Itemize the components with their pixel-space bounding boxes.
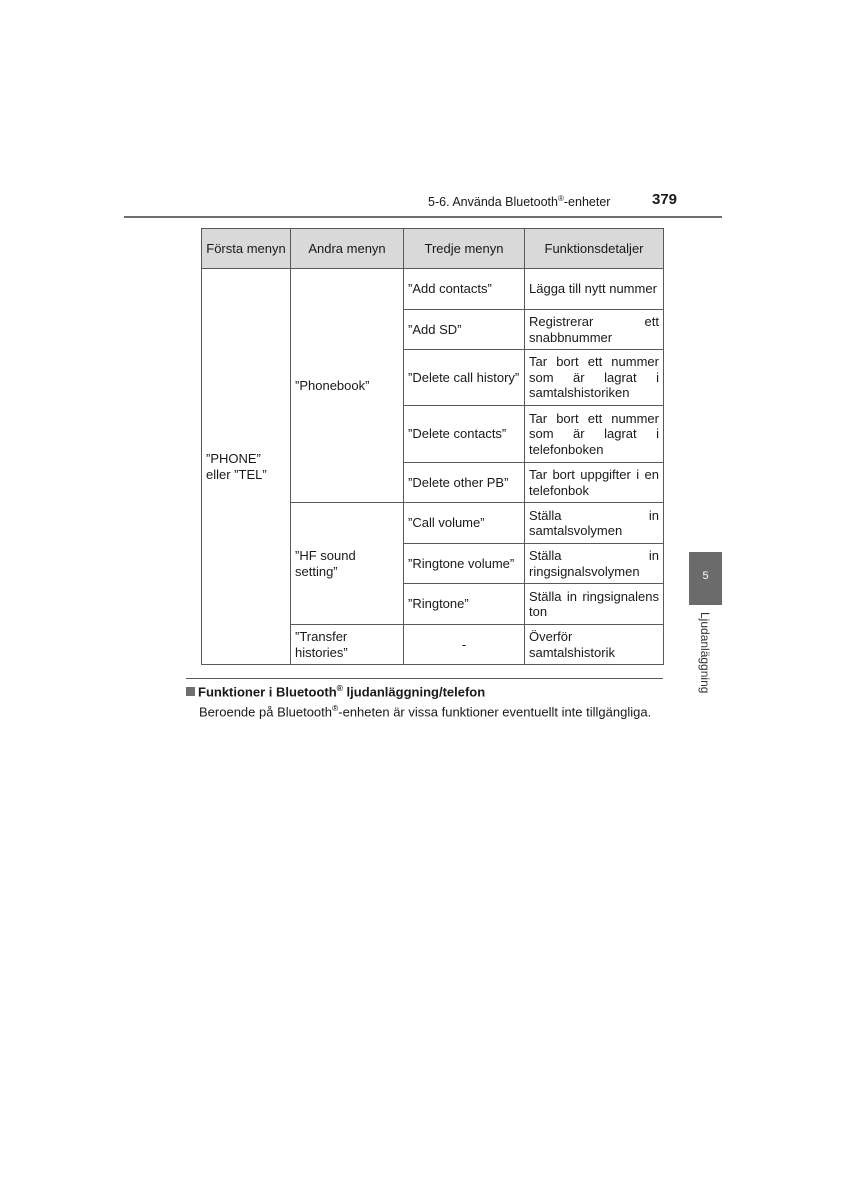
third-menu-cell: ”Delete call history” [404,350,525,406]
section-body-suffix: -enheten är vissa funktioner eventuellt inte tillgängliga. [338,704,652,720]
registered-mark: ® [336,683,343,693]
detail-cell: Tar bort ett nummer som är lagrat i telefonboken [525,406,664,463]
header-divider [124,216,722,218]
page-number: 379 [652,191,678,208]
header-function-details: Funktionsdetaljer [525,229,664,269]
second-menu-cell: ”Phonebook” [291,269,404,503]
section-body [199,703,651,719]
registered-mark: ® [332,703,339,713]
detail-cell: Ställa in samtalsvolymen [525,503,664,544]
third-menu-cell: ”Call volume” [404,503,525,544]
third-menu-cell: - [404,625,525,665]
detail-cell: Tar bort ett nummer som är lagrat i samtalshistoriken [525,350,664,406]
header-first-menu: Första menyn [202,229,291,269]
section-divider [186,678,663,679]
header-second-menu: Andra menyn [291,229,404,269]
chapter-tab-label: Ljudanläggning [698,612,712,694]
third-menu-cell: ”Delete other PB” [404,463,525,503]
function-table [201,228,664,665]
third-menu-cell: ”Add contacts” [404,269,525,310]
table-header-row [202,229,664,269]
section-heading-suffix: ljudanläggning/telefon [342,684,486,700]
section-body-prefix: Beroende på Bluetooth [199,704,332,720]
detail-cell: Ställa in ringsignalsvolymen [525,544,664,584]
detail-cell: Lägga till nytt nummer [525,269,664,310]
table-row [202,269,664,310]
detail-cell: Ställa in ringsignalens ton [525,584,664,625]
third-menu-cell: ”Ringtone” [404,584,525,625]
third-menu-cell: ”Add SD” [404,310,525,350]
chapter-heading [428,194,610,209]
second-menu-cell: ”Transfer histories” [291,625,404,665]
detail-cell: Tar bort uppgifter i en telefonbok [525,463,664,503]
section-heading [186,683,485,699]
chapter-tab: 5 [689,552,722,605]
section-heading-prefix: Funktioner i Bluetooth [198,684,337,700]
first-menu-cell: ”PHONE” eller ”TEL” [202,269,291,665]
third-menu-cell: ”Ringtone volume” [404,544,525,584]
detail-cell: Överför samtalshistorik [525,625,664,665]
third-menu-cell: ”Delete contacts” [404,406,525,463]
header-third-menu: Tredje menyn [404,229,525,269]
detail-cell: Registrerar ett snabbnummer [525,310,664,350]
chapter-heading-prefix: 5-6. Använda Bluetooth [428,195,558,210]
chapter-heading-suffix: -enheter [563,195,611,210]
second-menu-cell: ”HF sound setting” [291,503,404,625]
square-bullet-icon [186,687,195,696]
registered-mark: ® [557,194,564,203]
